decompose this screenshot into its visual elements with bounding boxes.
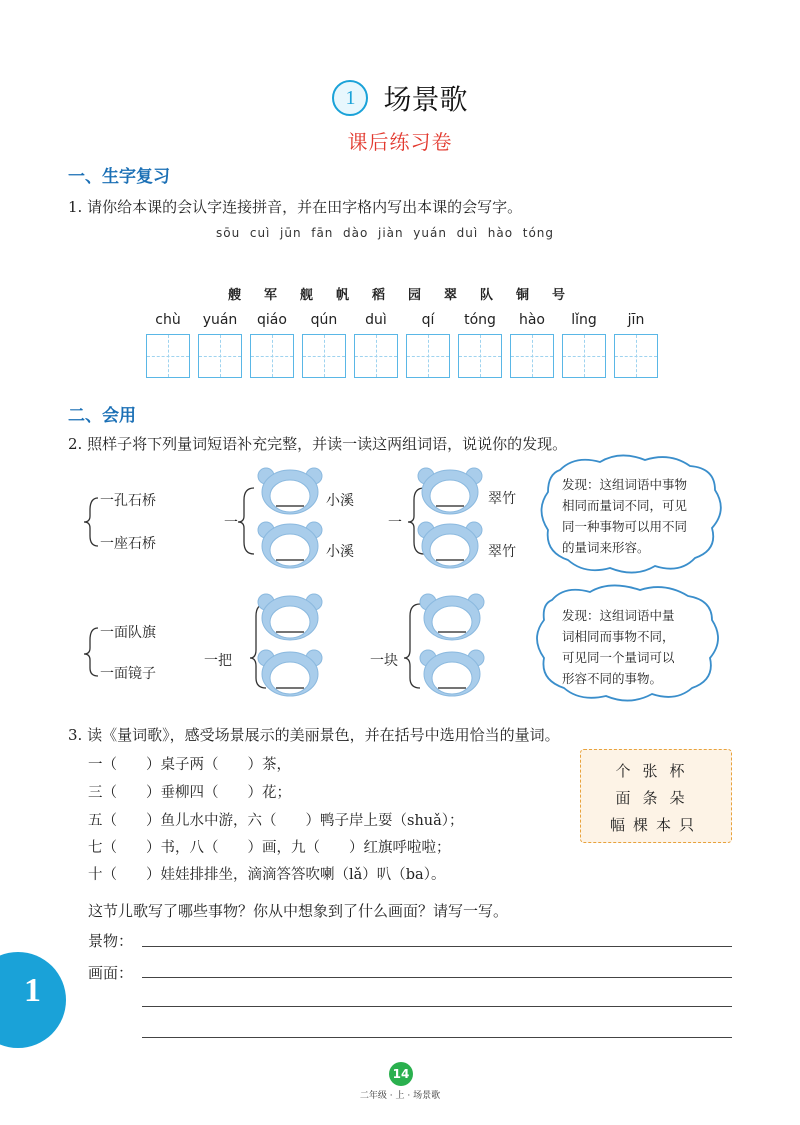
poem-line[interactable]: 五（ ）鱼儿水中游，六（ ）鸭子岸上耍（shuǎ）； bbox=[88, 813, 464, 829]
footer-caption: 二年级 · 上 · 场景歌 bbox=[359, 1091, 441, 1101]
question-2: 2. 照样子将下列量词短语补充完整，并读一读这两组词语，说说你的发现。 bbox=[68, 435, 568, 453]
pinyin-item: jiàn bbox=[378, 226, 404, 240]
poem-line[interactable]: 七（ ）书，八（ ）画，九（ ）红旗呼啦啦； bbox=[88, 840, 451, 856]
answer-line[interactable] bbox=[142, 1037, 732, 1038]
noun-word: 翠竹 bbox=[488, 544, 516, 560]
side-tab-number: 1 bbox=[24, 972, 41, 1009]
grid-pinyin: yuán bbox=[202, 312, 238, 328]
example-word: 一座石桥 bbox=[100, 536, 156, 552]
page-title: 场景歌 bbox=[383, 83, 468, 116]
answer-bear-frame[interactable] bbox=[420, 650, 484, 696]
word-box-row: 幅棵本只 bbox=[609, 816, 702, 834]
lesson-number-badge: 1 bbox=[332, 80, 368, 116]
section2-heading: 二、会用 bbox=[68, 406, 136, 426]
grid-pinyin: jīn bbox=[627, 312, 645, 328]
answer-bear-frame[interactable] bbox=[258, 650, 322, 696]
answer-line[interactable] bbox=[142, 946, 732, 947]
measure-label-a: 一把 bbox=[204, 653, 232, 669]
answer-bear-frame[interactable] bbox=[418, 468, 482, 514]
word-box-row: 个张杯 bbox=[615, 762, 697, 780]
grid-pinyin: hào bbox=[518, 312, 546, 328]
finding-line: 的量词来形容。 bbox=[562, 540, 650, 555]
pinyin-item: yuán bbox=[413, 226, 447, 240]
char-item[interactable]: 舰 bbox=[300, 288, 314, 303]
noun-word: 小溪 bbox=[326, 544, 354, 560]
pinyin-item: jūn bbox=[280, 226, 302, 240]
measure-one-b: 一 bbox=[388, 515, 402, 531]
finding-line: 发现：这组词语中量 bbox=[562, 608, 675, 623]
char-item[interactable]: 艘 bbox=[228, 288, 242, 303]
finding-line: 发现：这组词语中事物 bbox=[562, 477, 688, 492]
char-item[interactable]: 帆 bbox=[336, 288, 350, 303]
pinyin-item: sōu bbox=[216, 226, 241, 240]
writing-prompt: 这节儿歌写了哪些事物？你从中想象到了什么画面？请写一写。 bbox=[88, 902, 509, 920]
answer-bear-frame[interactable] bbox=[258, 594, 322, 640]
char-item[interactable]: 号 bbox=[552, 288, 566, 303]
word-box-row: 面条朵 bbox=[615, 789, 697, 807]
answer-line[interactable] bbox=[142, 977, 732, 978]
grid-pinyin: qí bbox=[421, 312, 435, 328]
pinyin-item: fān bbox=[311, 226, 334, 240]
pinyin-item: tóng bbox=[522, 226, 555, 240]
question-1: 1. 请你给本课的会认字连接拼音，并在田字格内写出本课的会写字。 bbox=[68, 198, 523, 216]
page-subtitle: 课后练习卷 bbox=[347, 130, 453, 154]
answer-bear-frame[interactable] bbox=[418, 522, 482, 568]
noun-word: 小溪 bbox=[326, 493, 354, 509]
grid-pinyin: lǐng bbox=[571, 312, 597, 328]
grid-pinyin: qún bbox=[310, 312, 338, 328]
char-item[interactable]: 园 bbox=[408, 288, 422, 303]
char-item[interactable]: 稻 bbox=[372, 288, 386, 303]
finding-line: 相同而量词不同，可见 bbox=[562, 498, 688, 513]
pinyin-item: hào bbox=[487, 226, 514, 240]
measure-label-b: 一块 bbox=[370, 653, 398, 669]
measure-one-a: 一 bbox=[224, 515, 238, 531]
page-number: 14 bbox=[389, 1062, 413, 1086]
question-3: 3. 读《量词歌》，感受场景展示的美丽景色，并在括号中选用恰当的量词。 bbox=[68, 726, 560, 744]
answer-line[interactable] bbox=[142, 1006, 732, 1007]
poem-line[interactable]: 三（ ）垂柳四（ ）花； bbox=[88, 785, 291, 801]
example-word: 一面队旗 bbox=[100, 625, 156, 641]
pinyin-item: duì bbox=[456, 226, 479, 240]
pinyin-item: cuì bbox=[249, 226, 271, 240]
finding-line: 同一种事物可以用不同 bbox=[562, 519, 688, 534]
char-item[interactable]: 军 bbox=[264, 288, 278, 303]
char-item[interactable]: 翠 bbox=[444, 288, 458, 303]
grid-pinyin: duì bbox=[365, 312, 387, 328]
answer-bear-frame[interactable] bbox=[420, 594, 484, 640]
label-things: 景物： bbox=[88, 932, 134, 950]
example-word: 一面镜子 bbox=[100, 666, 156, 682]
measure-word-box bbox=[580, 749, 732, 843]
grid-pinyin: chù bbox=[155, 312, 181, 328]
section1-heading: 一、生字复习 bbox=[68, 167, 170, 187]
grid-pinyin: tóng bbox=[464, 312, 496, 328]
finding-line: 形容不同的事物。 bbox=[562, 671, 663, 686]
finding-line: 词相同而事物不同， bbox=[562, 629, 675, 644]
answer-bear-frame[interactable] bbox=[258, 468, 322, 514]
finding-text-2 bbox=[562, 605, 675, 689]
grid-pinyin: qiáo bbox=[257, 312, 287, 328]
finding-line: 可见同一个量词可以 bbox=[562, 650, 675, 665]
char-item[interactable]: 队 bbox=[480, 288, 494, 303]
noun-word: 翠竹 bbox=[488, 491, 516, 507]
finding-text-1 bbox=[562, 474, 687, 558]
answer-bear-frame[interactable] bbox=[258, 522, 322, 568]
poem-line[interactable]: 一（ ）桌子两（ ）茶， bbox=[88, 757, 291, 773]
poem-line[interactable]: 十（ ）娃娃排排坐，滴滴答答吹喇（lǎ）叭（ba）。 bbox=[88, 867, 446, 883]
label-picture: 画面： bbox=[88, 964, 134, 982]
char-item[interactable]: 铜 bbox=[516, 288, 530, 303]
example-word: 一孔石桥 bbox=[100, 493, 156, 509]
pinyin-item: dào bbox=[343, 226, 369, 240]
